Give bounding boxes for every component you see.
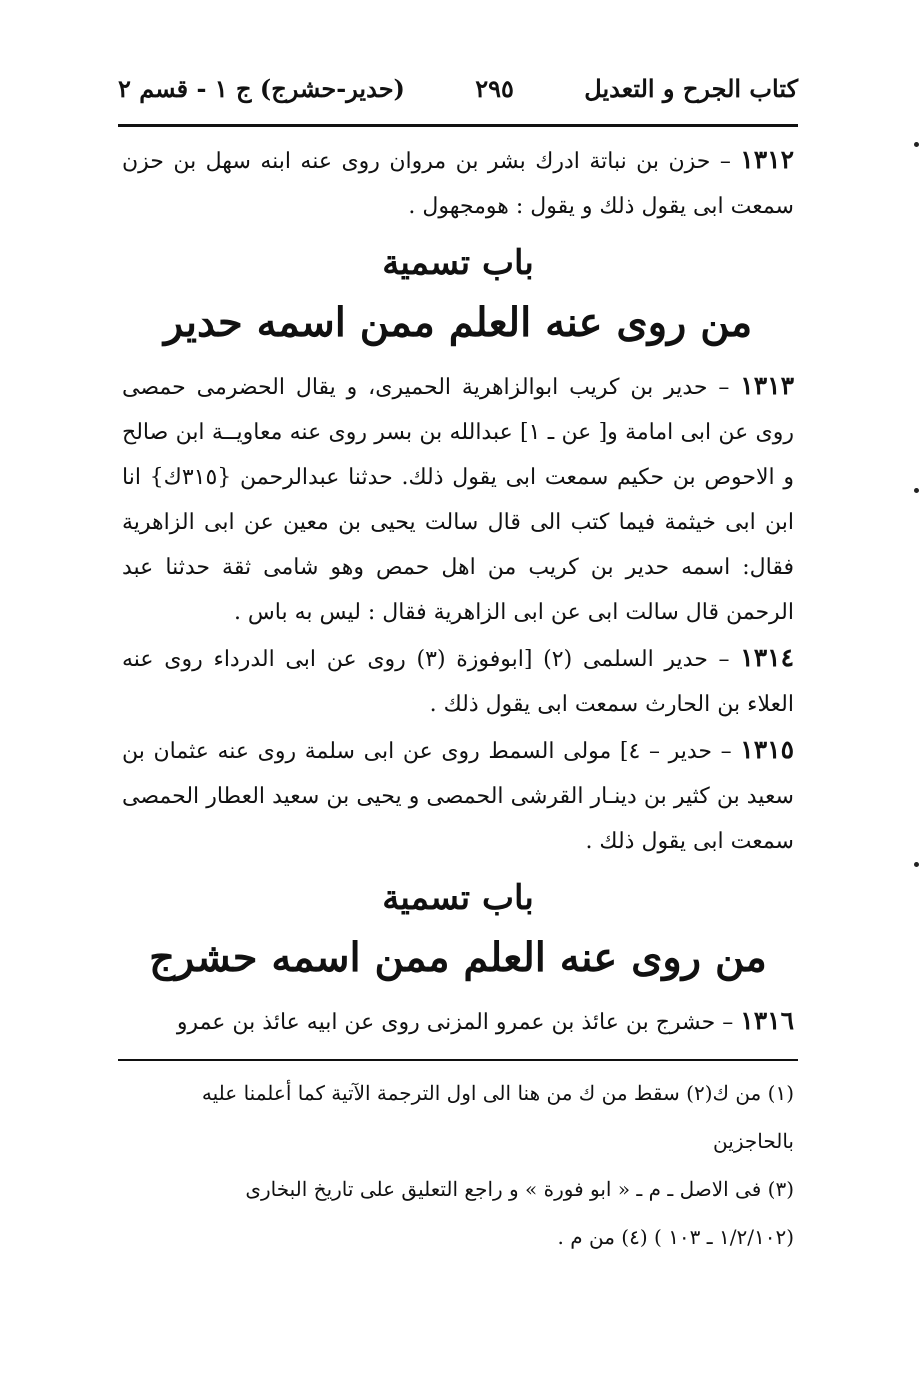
chapter-heading-hashraj [118, 870, 798, 990]
entry-1313 [118, 363, 798, 635]
chapter-heading-hudayr [118, 235, 798, 355]
entry-1315 [118, 727, 798, 864]
chapter-heading-line1: باب تسمية [382, 878, 534, 918]
section-reference: (حدير-حشرج) ج ١ - قسم ٢ [118, 74, 405, 103]
entry-number: ١٣١٣ [740, 371, 794, 400]
footnote: (١/٢/١٠٢ ـ ١٠٣ ) (٤) من م . [557, 1225, 794, 1249]
page-header [118, 60, 798, 118]
entry-text: – حشرج بن عائذ بن عمرو المزنى روى عن ابيه عائذ بن عمرو [176, 1010, 734, 1035]
entry-text: – حدير – ٤] مولى السمط روى عن ابى سلمة روى عنه عثمان بن سعيد بن كثير بن دينـار القرشى الحمصى و يحيى بن سعيد العطار الحمصى سمعت ابى يقول ذلك . [122, 739, 794, 854]
header-rule [118, 124, 798, 127]
margin-speck [914, 488, 919, 493]
margin-speck [914, 862, 919, 867]
page-number: ٢٩٥ [475, 74, 514, 103]
entry-number: ١٣١٥ [740, 735, 795, 764]
entry-number: ١٣١٢ [740, 145, 794, 174]
chapter-heading-line1: باب تسمية [382, 243, 534, 283]
entry-number: ١٣١٤ [740, 643, 794, 672]
book-title: كتاب الجرح و التعديل [584, 74, 798, 103]
entry-number: ١٣١٦ [740, 1006, 794, 1035]
chapter-heading-line2: من روى عنه العلم ممن اسمه حشرج [149, 934, 767, 981]
chapter-heading-line2: من روى عنه العلم ممن اسمه حدير [163, 299, 753, 346]
document-page [118, 60, 798, 1261]
footnote: (٣) فى الاصل ـ م ـ « ابو فورة » و راجع التعليق على تاريخ البخارى [245, 1177, 794, 1201]
footnote-rule [118, 1059, 798, 1061]
margin-speck [914, 142, 919, 147]
entry-1312 [118, 137, 798, 229]
footnote: (١) من ك(٢) سقط من ك من هنا الى اول الترجمة الآتية كما أعلمنا عليه بالحاجزين [201, 1081, 794, 1153]
entry-text: – حزن بن نباتة ادرك بشر بن مروان روى عنه ابنه سهل بن حزن سمعت ابى يقول ذلك و يقول : هومجهول . [122, 149, 794, 219]
entry-text: – حدير بن كريب ابوالزاهرية الحميرى، و يقال الحضرمى حمصى روى عن ابى امامة و[ عن ـ ١] عبدالله بن بسر روى عنه معاويــة ابن صالح و الاحوص بن حكيم سمعت ابى يقول ذلك. حدثنا عبدالرحمن {٣١٥ك} انا ابن ابى خيثمة فيما كتب الى قال سالت يحيى بن معين عن ابى الزاهرية فقال: اسمه حدير بن كريب من اهل حمص وهو شامى ثقة حدثنا عبد الرحمن قال سالت ابى عن ابى الزاهرية فقال : ليس به باس . [122, 375, 795, 625]
entry-1316 [118, 998, 798, 1045]
entry-text: – حدير السلمى (٢) [ابوفوزة (٣) روى عن ابى الدرداء روى عنه العلاء بن الحارث سمعت ابى يقول ذلك . [122, 647, 794, 717]
entry-1314 [118, 635, 798, 727]
